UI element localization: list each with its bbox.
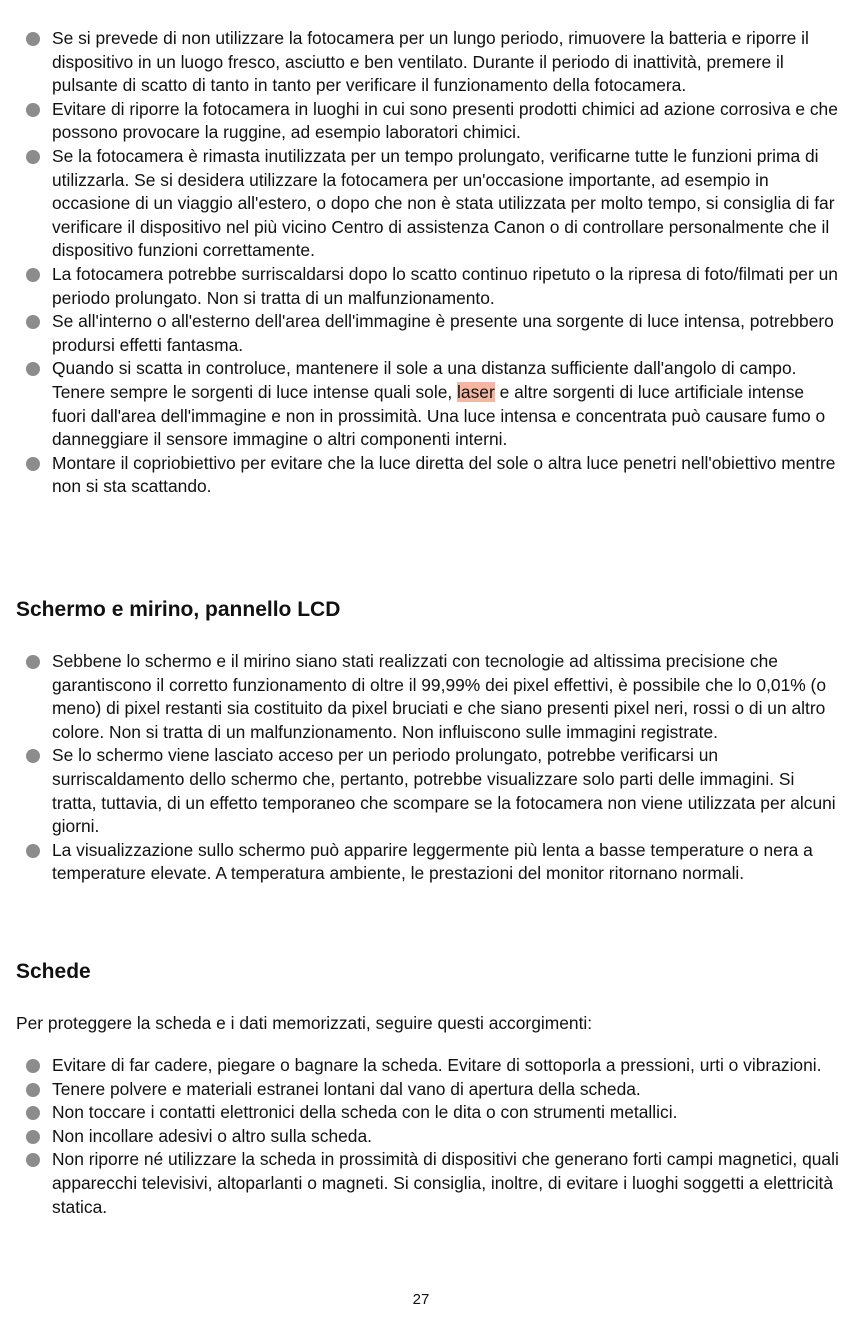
page-number: 27 bbox=[412, 1291, 430, 1308]
list-item: Se all'interno o all'esterno dell'area dell'immagine è presente una sorgente di luce intensa, potrebbero prodursi effetti fantasma. bbox=[0, 310, 840, 357]
list-item: Tenere polvere e materiali estranei lontani dal vano di apertura della scheda. bbox=[0, 1078, 840, 1102]
list-item: La fotocamera potrebbe surriscaldarsi dopo lo scatto continuo ripetuto o la ripresa di foto/filmati per un periodo prolungato. Non si tratta di un malfunzionamento. bbox=[0, 263, 840, 310]
storage-precautions-list bbox=[0, 27, 840, 499]
list-item: Sebbene lo schermo e il mirino siano stati realizzati con tecnologie ad altissima precisione che garantiscono il corretto funzionamento di oltre il 99,99% dei pixel effettivi, è possibile che lo 0,01% (o meno) di pixel restanti sia costituito da pixel bruciati e che siano presenti pixel neri, rossi o di un altro colore. Non si tratta di un malfunzionamento. Non influiscono sulle immagini registrate. bbox=[0, 650, 840, 744]
list-item: Se la fotocamera è rimasta inutilizzata per un tempo prolungato, verificarne tutte le funzioni prima di utilizzarla. Se si desidera utilizzare la fotocamera per un'occasione importante, ad esempio in occasione di un viaggio all'estero, o dopo che non è stata utilizzata per molto tempo, si consiglia di far verificare il dispositivo nel più vicino Centro di assistenza Canon o di controllare personalmente che il dispositivo funzioni correttamente. bbox=[0, 145, 840, 263]
section-intro: Per proteggere la scheda e i dati memorizzati, seguire questi accorgimenti: bbox=[16, 1013, 593, 1033]
section-heading-cards: Schede bbox=[16, 960, 91, 983]
list-item: Non incollare adesivi o altro sulla scheda. bbox=[0, 1125, 840, 1149]
list-item: Evitare di riporre la fotocamera in luoghi in cui sono presenti prodotti chimici ad azione corrosiva e che possono provocare la ruggine, ad esempio laboratori chimici. bbox=[0, 98, 840, 145]
list-item: Se si prevede di non utilizzare la fotocamera per un lungo periodo, rimuovere la batteria e riporre il dispositivo in un luogo fresco, asciutto e ben ventilato. Durante il periodo di inattività, premere il pulsante di scatto di tanto in tanto per verificare il funzionamento della fotocamera. bbox=[0, 27, 840, 98]
cards-list bbox=[0, 1054, 840, 1219]
text-segment: e altre sorgenti di luce artificiale intense fuori dall'area dell'immagine e non in prossimità. Una luce intensa e concentrata può causare fumo o danneggiare il sensore immagine o altri componenti interni. bbox=[52, 381, 826, 450]
list-item: Montare il copriobiettivo per evitare che la luce diretta del sole o altra luce penetri nell'obiettivo mentre non si sta scattando. bbox=[0, 452, 840, 499]
highlighted-word: laser bbox=[457, 381, 495, 402]
list-item: Se lo schermo viene lasciato acceso per un periodo prolungato, potrebbe verificarsi un surriscaldamento dello schermo che, pertanto, potrebbe visualizzare solo parti delle immagini. Si tratta, tuttavia, di un effetto temporaneo che scompare se la fotocamera non viene utilizzata per alcuni giorni. bbox=[0, 744, 840, 838]
list-item: Evitare di far cadere, piegare o bagnare la scheda. Evitare di sottoporla a pressioni, urti o vibrazioni. bbox=[0, 1054, 840, 1078]
list-item: Non toccare i contatti elettronici della scheda con le dita o con strumenti metallici. bbox=[0, 1101, 840, 1125]
list-item: La visualizzazione sullo schermo può apparire leggermente più lenta a basse temperature o nera a temperature elevate. A temperatura ambiente, le prestazioni del monitor ritornano normali. bbox=[0, 839, 840, 886]
list-item bbox=[0, 357, 840, 451]
list-item: Non riporre né utilizzare la scheda in prossimità di dispositivi che generano forti campi magnetici, quali apparecchi televisivi, altoparlanti o magneti. Si consiglia, inoltre, di evitare i luoghi soggetti a elettricità statica. bbox=[0, 1148, 840, 1219]
section-heading-lcd: Schermo e mirino, pannello LCD bbox=[16, 598, 341, 621]
lcd-list bbox=[0, 650, 840, 886]
text-segment: Quando si scatta in controluce, mantenere il sole a una distanza sufficiente dall'angolo di campo. Tenere sempre le sorgenti di luce intense quali sole, bbox=[52, 358, 797, 402]
